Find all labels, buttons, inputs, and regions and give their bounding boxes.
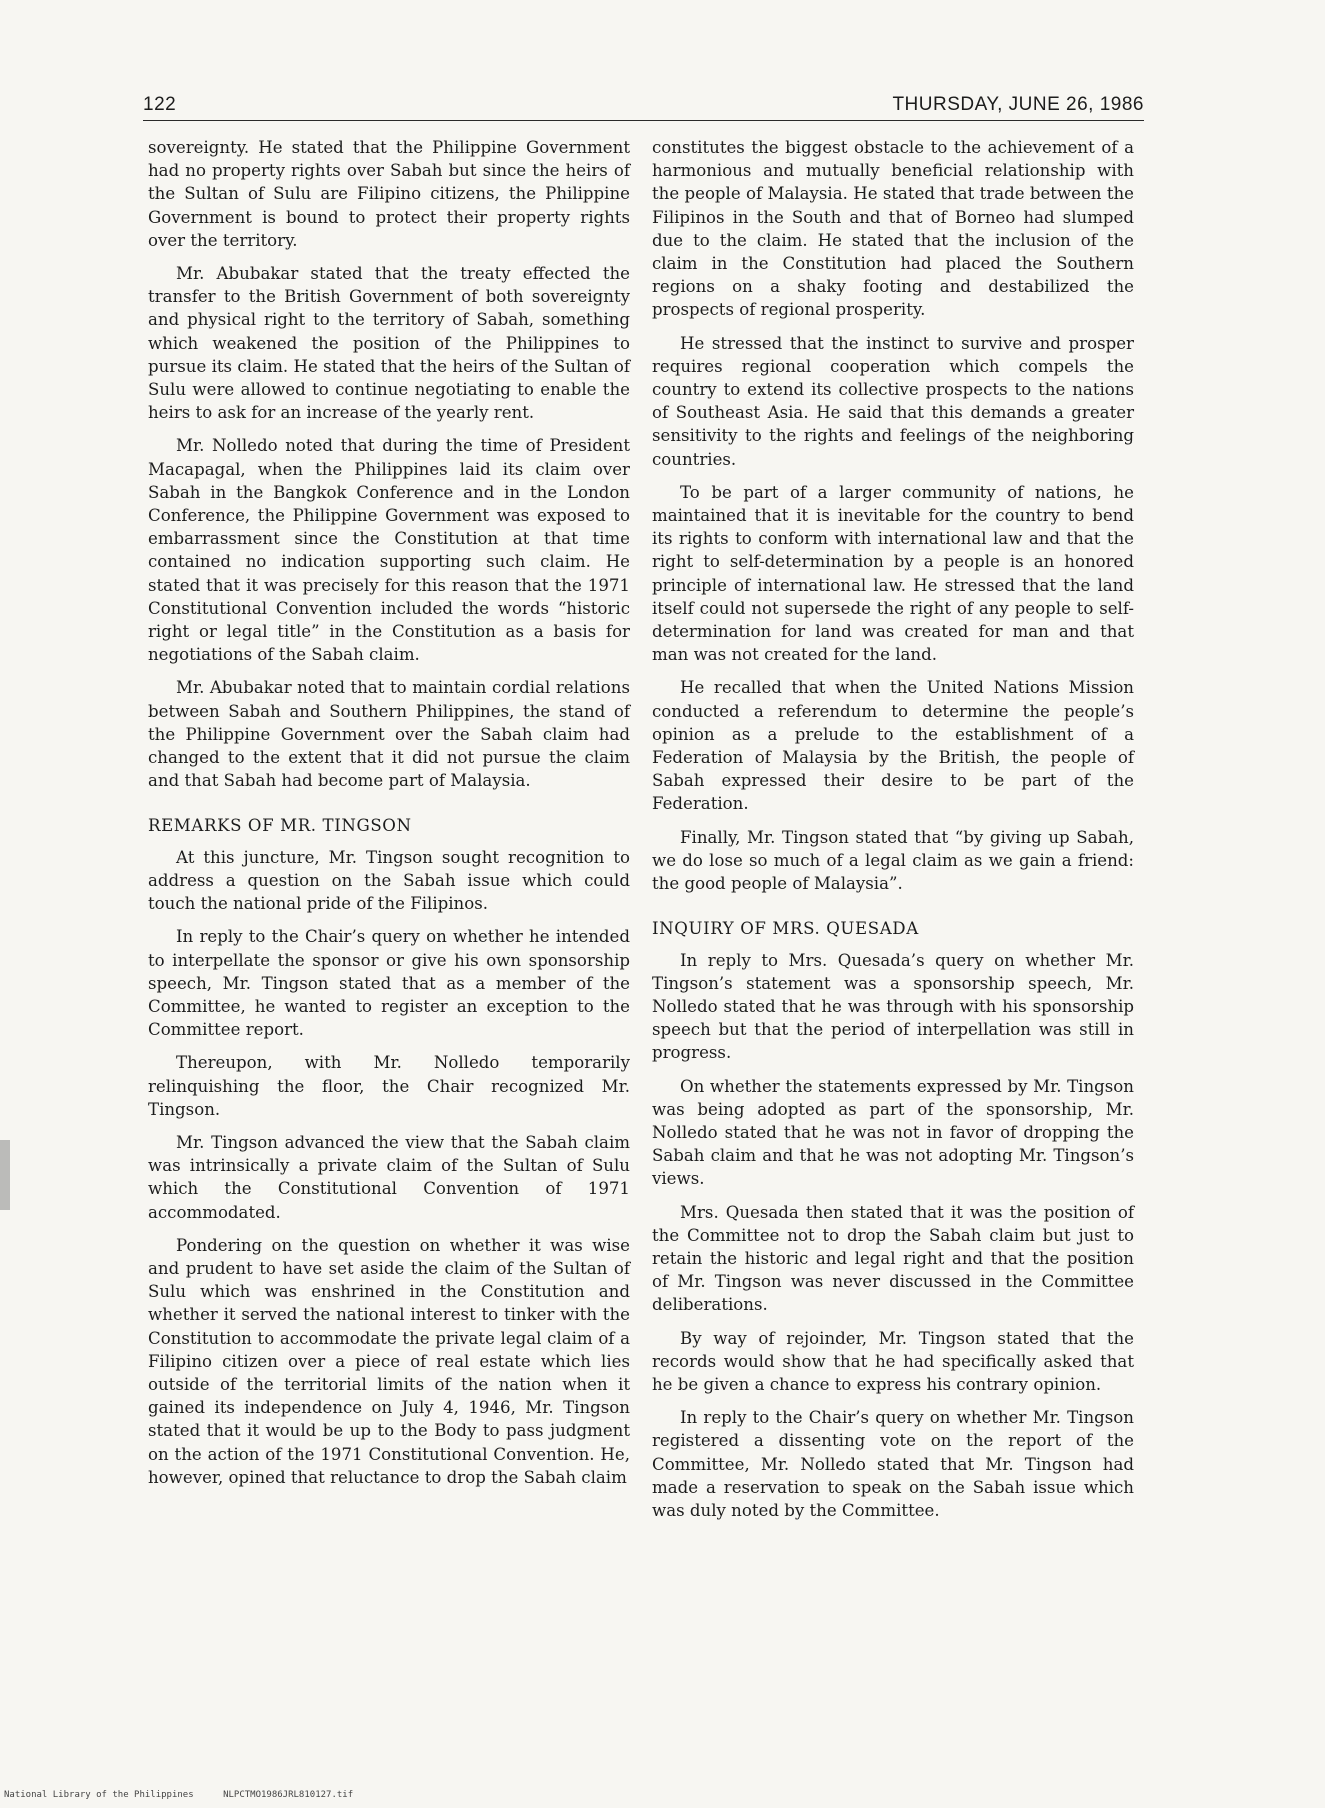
header-date: THURSDAY, JUNE 26, 1986: [892, 94, 1144, 115]
paragraph: constitutes the biggest obstacle to the achievement of a harmonious and mutually beneficial relationship with the people of Malaysia. He stated that trade between the Filipinos in the South and that of Borneo had slumped due to the claim. He stated that the inclusion of the claim in the Constitution had placed the Southern regions on a shaky footing and destabilized the prospects of regional prosperity.: [652, 138, 1134, 320]
paragraph: In reply to the Chair’s query on whether Mr. Tingson registered a dissenting vote on the report of the Committee, Mr. Nolledo stated that Mr. Tingson had made a reservation to speak on the Sabah issue which was duly noted by the Committee.: [652, 1408, 1134, 1520]
section-heading: INQUIRY OF MRS. QUESADA: [652, 919, 919, 939]
section-heading: REMARKS OF MR. TINGSON: [148, 816, 412, 836]
paragraph: At this juncture, Mr. Tingson sought recognition to address a question on the Sabah issue which could touch the national pride of the Filipinos.: [148, 847, 630, 914]
paragraph: By way of rejoinder, Mr. Tingson stated that the records would show that he had specifically asked that he be given a chance to express his contrary opinion.: [652, 1328, 1134, 1394]
paragraph: To be part of a larger community of nations, he maintained that it is inevitable for the country to bend its rights to conform with international law and that the right to self-determination by a people is an honored principle of international law. He stressed that the land itself could not supersede the right of any people to self-determination for land was created for man and that man was not created for the land.: [652, 482, 1134, 665]
library-name: National Library of the Philippines: [4, 1790, 194, 1800]
paragraph: Mr. Tingson advanced the view that the Sabah claim was intrinsically a private claim of the Sultan of Sulu which the Constitutional Convention of 1971 accommodated.: [148, 1132, 630, 1222]
paragraph: On whether the statements expressed by Mr. Tingson was being adopted as part of the sponsorship, Mr. Nolledo stated that he was not in favor of dropping the Sabah claim and that he was not adopting Mr. Tingson’s views.: [652, 1076, 1134, 1189]
right-column: [652, 136, 1134, 1532]
paragraph: In reply to Mrs. Quesada’s query on whether Mr. Tingson’s statement was a sponsorship speech, Mr. Nolledo stated that he was through with his sponsorship speech but that the period of interpellation was still in progress.: [652, 950, 1134, 1063]
paragraph: Thereupon, with Mr. Nolledo temporarily relinquishing the floor, the Chair recognized Mr. Tingson.: [148, 1053, 630, 1119]
scan-edge-shadow: [0, 1140, 10, 1210]
paragraph: Mr. Abubakar noted that to maintain cordial relations between Sabah and Southern Philippines, the stand of the Philippine Government over the Sabah claim had changed to the extent that it did not pursue the claim and that Sabah had become part of Malaysia.: [148, 678, 630, 791]
paragraph: Mr. Abubakar stated that the treaty effected the transfer to the British Government of both sovereignty and physical right to the territory of Sabah, something which weakened the position of the Philippines to pursue its claim. He stated that the heirs of the Sultan of Sulu were allowed to continue negotiating to enable the heirs to ask for an increase of the yearly rent.: [148, 264, 630, 423]
paragraph: Finally, Mr. Tingson stated that “by giving up Sabah, we do lose so much of a legal claim as we gain a friend: the good people of Malaysia”.: [652, 827, 1134, 894]
file-id: NLPCTMO1986JRL810127.tif: [223, 1790, 354, 1800]
paragraph: Pondering on the question on whether it was wise and prudent to have set aside the claim of the Sultan of Sulu which was enshrined in the Constitution and whether it served the national interest to tinker with the Constitution to accommodate the private legal claim of a Filipino citizen over a piece of real estate which lies outside of the territorial limits of the nation when it gained its independence on July 4, 1946, Mr. Tingson stated that it would be up to the Body to pass judgment on the action of the 1971 Constitutional Convention. He, however, opined that reluctance to drop the Sabah claim: [148, 1235, 630, 1487]
page-header: [143, 88, 1144, 121]
paragraph: sovereignty. He stated that the Philippine Government had no property rights over Sabah but since the heirs of the Sultan of Sulu are Filipino citizens, the Philippine Government is bound to protect their property rights over the territory.: [148, 138, 630, 250]
scan-footer: [4, 1790, 377, 1800]
paragraph: In reply to the Chair’s query on whether he intended to interpellate the sponsor or give his own sponsorship speech, Mr. Tingson stated that as a member of the Committee, he wanted to register an exception to the Committee report.: [148, 927, 630, 1040]
page-number: 122: [143, 94, 177, 115]
paragraph: He stressed that the instinct to survive and prosper requires regional cooperation which compels the country to extend its collective prospects to the nations of Southeast Asia. He said that this demands a greater sensitivity to the rights and feelings of the neighboring countries.: [652, 333, 1134, 469]
paragraph: Mr. Nolledo noted that during the time of President Macapagal, when the Philippines laid its claim over Sabah in the Bangkok Conference and in the London Conference, the Philippine Government was exposed to embarrassment since the Constitution at that time contained no indication supporting such claim. He stated that it was precisely for this reason that the 1971 Constitutional Convention included the words “historic right or legal title” in the Constitution as a basis for negotiations of the Sabah claim.: [148, 436, 630, 665]
paragraph: Mrs. Quesada then stated that it was the position of the Committee not to drop the Sabah claim but just to retain the historic and legal right and that the position of Mr. Tingson was never discussed in the Committee deliberations.: [652, 1202, 1134, 1315]
paragraph: He recalled that when the United Nations Mission conducted a referendum to determine the people’s opinion as a prelude to the establishment of a Federation of Malaysia by the British, the people of Sabah expressed their desire to be part of the Federation.: [652, 678, 1134, 814]
left-column: [148, 136, 630, 1499]
